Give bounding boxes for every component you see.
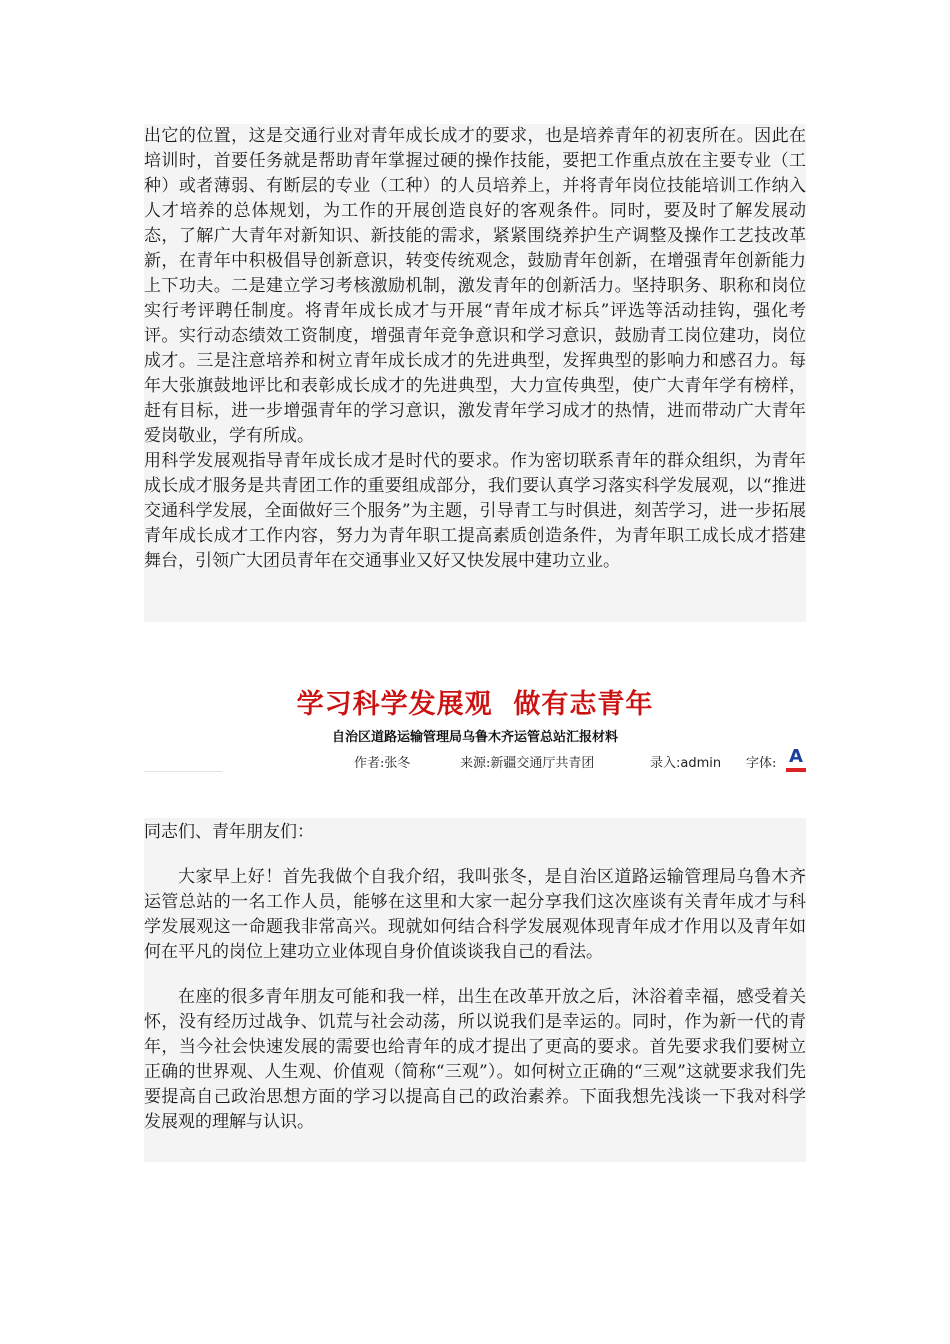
font-size-icon[interactable]: A bbox=[789, 746, 803, 767]
entry-label: 录入:admin bbox=[650, 756, 722, 771]
article-title: 学习科学发展观 做有志青年 bbox=[296, 689, 654, 720]
author-label: 作者:张冬 bbox=[354, 756, 411, 771]
paragraph: 在座的很多青年朋友可能和我一样，出生在改革开放之后，沐浴着幸福，感受着关怀，没有经历过战争、饥荒与社会动荡，所以说我们是幸运的。同时，作为新一代的青年，当今社会快速发展的需要也给青年的成才提出了更高的要求。首先要求我们要树立正确的世界观、人生观、价值观（简称“三观”）。如何树立正确的“三观”这就要求我们先要提高自己政治思想方面的学习以提高自己的政治素养。下面我想先浅谈一下我对科学发展观的理解与认识。 bbox=[144, 987, 806, 1132]
spacer bbox=[144, 965, 806, 985]
paragraph: 大家早上好！首先我做个自我介绍，我叫张冬，是自治区道路运输管理局乌鲁木齐运管总站的一名工作人员，能够在这里和大家一起分享我们这次座谈有关青年成才与科学发展观这一命题我非常高兴。现就如何结合科学发展观体现青年成才作用以及青年如何在平凡的岗位上建功立业体现自身价值谈谈我自己的看法。 bbox=[144, 867, 806, 962]
divider bbox=[144, 771, 222, 772]
font-size-label: 字体: bbox=[746, 756, 777, 771]
font-size-icon-underline bbox=[786, 768, 806, 772]
spacer bbox=[144, 845, 806, 865]
article-body-block bbox=[144, 818, 806, 1162]
article-continuation-block bbox=[144, 124, 806, 622]
source-label: 来源:新疆交通厅共青团 bbox=[460, 756, 595, 771]
article-meta bbox=[144, 746, 806, 772]
greeting: 同志们、青年朋友们： bbox=[144, 822, 314, 842]
paragraph: 出它的位置，这是交通行业对青年成长成才的要求，也是培养青年的初衷所在。因此在培训时，首要任务就是帮助青年掌握过硬的操作技能，要把工作重点放在主要专业（工种）或者薄弱、有断层的专业（工种）的人员培养上，并将青年岗位技能培训工作纳入人才培养的总体规划，为工作的开展创造良好的客观条件。同时，要及时了解发展动态，了解广大青年对新知识、新技能的需求，紧紧围绕养护生产调整及操作工艺技改革新，在青年中积极倡导创新意识，转变传统观念，鼓励青年创新，在增强青年创新能力上下功夫。二是建立学习考核激励机制，激发青年的创新活力。坚持职务、职称和岗位实行考评聘任制度。将青年成长成才与开展“青年成才标兵”评选等活动挂钩，强化考评。实行动态绩效工资制度，增强青年竞争意识和学习意识，鼓励青工岗位建功，岗位成才。三是注意培养和树立青年成长成才的先进典型，发挥典型的影响力和感召力。每年大张旗鼓地评比和表彰成长成才的先进典型，大力宣传典型，使广大青年学有榜样，赶有目标，进一步增强青年的学习意识，激发青年学习成才的热情，进而带动广大青年爱岗敬业，学有所成。 bbox=[144, 126, 806, 446]
paragraph: 用科学发展观指导青年成长成才是时代的要求。作为密切联系青年的群众组织，为青年成长成才服务是共青团工作的重要组成部分，我们要认真学习落实科学发展观，以“推进交通科学发展，全面做好三个服务”为主题，引导青工与时俱进，刻苦学习，进一步拓展青年成长成才工作内容，努力为青年职工提高素质创造条件，为青年职工成长成才搭建舞台，引领广大团员青年在交通事业又好又快发展中建功立业。 bbox=[144, 451, 806, 571]
article-subtitle: 自治区道路运输管理局乌鲁木齐运管总站汇报材料 bbox=[331, 730, 618, 745]
